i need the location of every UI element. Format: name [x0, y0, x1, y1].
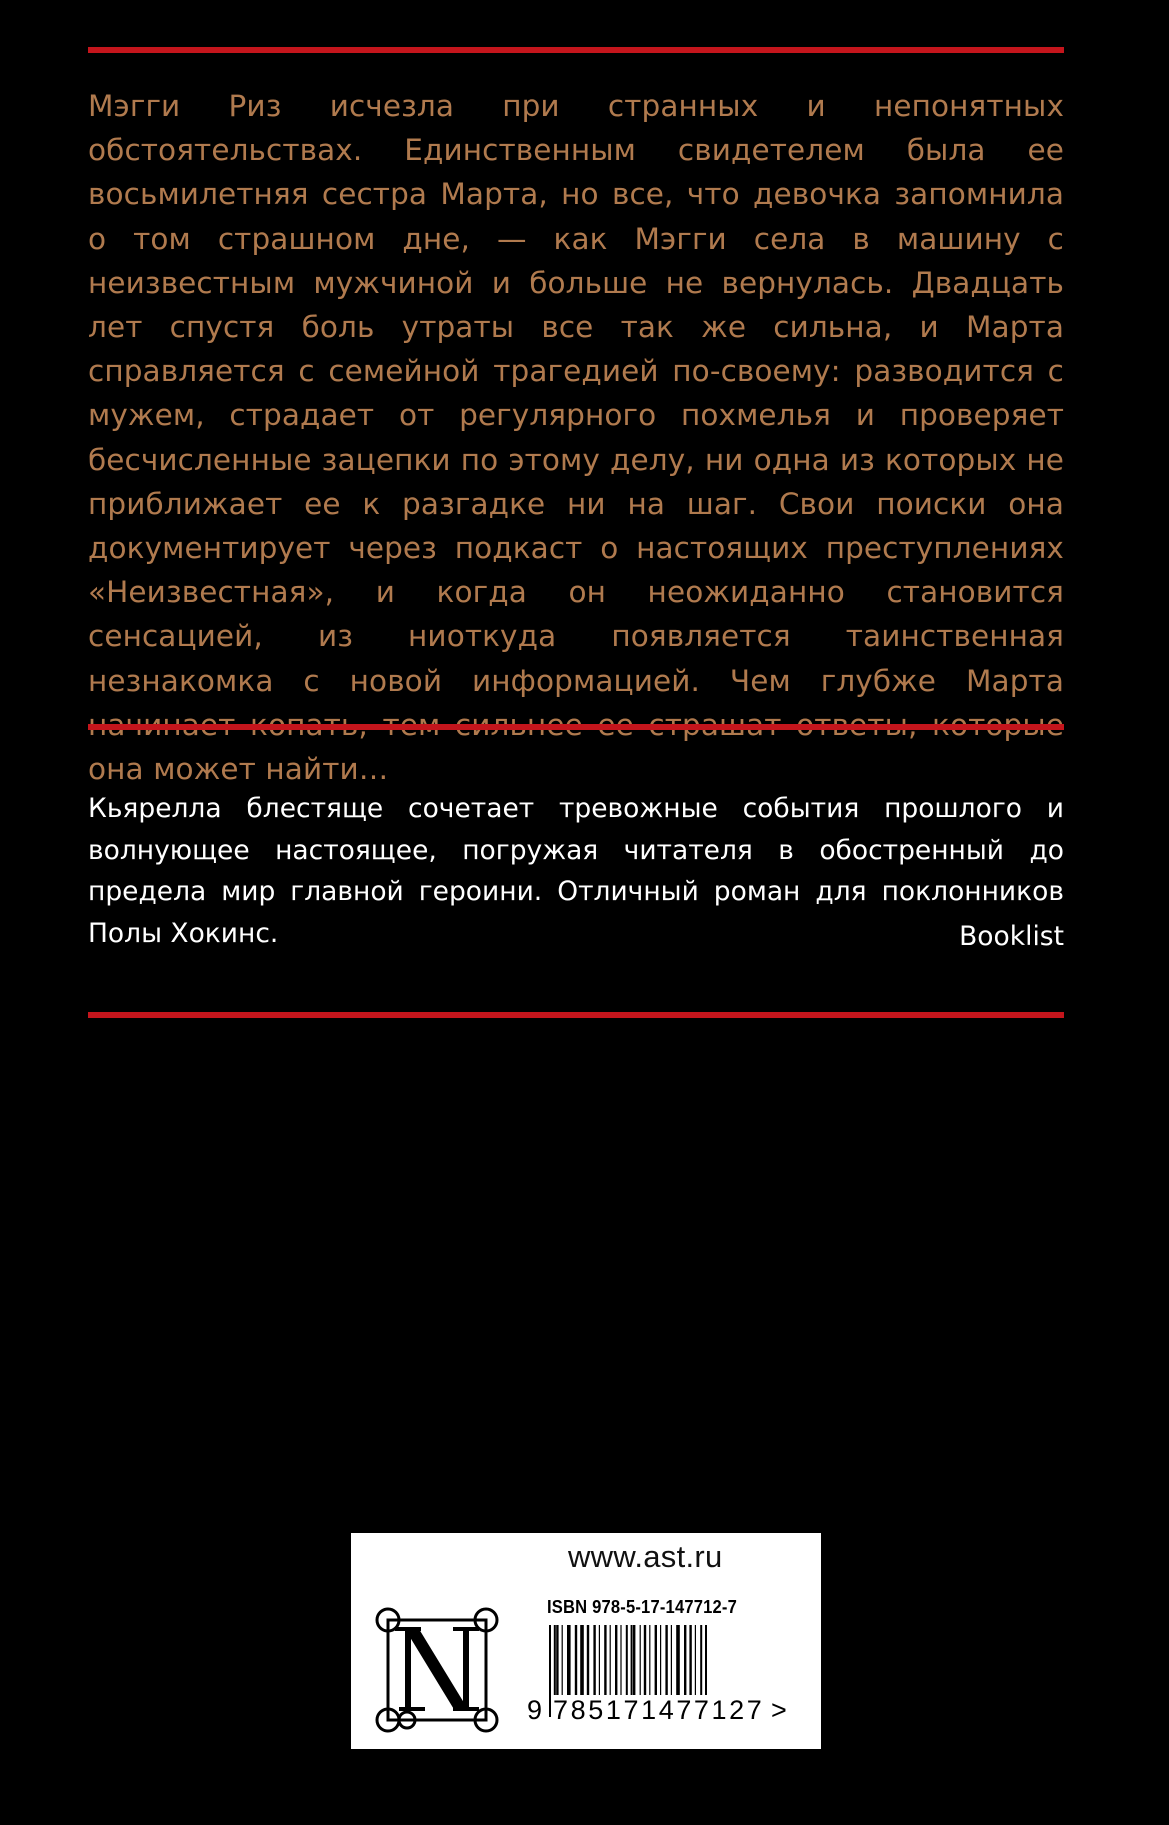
barcode-bar: [633, 1625, 635, 1699]
barcode-bar: [610, 1625, 611, 1699]
barcode-bar: [604, 1625, 606, 1699]
barcode-bar: [660, 1625, 661, 1699]
isbn-label: ISBN 978-5-17-147712-7: [547, 1597, 738, 1617]
review-quote: Кьярелла блестяще сочетает тревожные события прошлого и волнующее настоящее, погружая читателя в обостренный до предела мир главной героини. Отличный роман для поклонников Полы Хокинс.: [88, 793, 1064, 949]
barcode-bar: [593, 1625, 595, 1699]
barcode-bar: [695, 1625, 696, 1699]
barcode-bar: [671, 1625, 672, 1699]
top-divider: [88, 47, 1064, 53]
site-url[interactable]: www.ast.ru: [568, 1539, 723, 1574]
review-source: Booklist: [959, 921, 1064, 952]
barcode-bar: [689, 1625, 691, 1699]
barcode-bar: [556, 1625, 558, 1699]
bottom-divider: [88, 1012, 1064, 1018]
barcode-bar: [676, 1625, 680, 1699]
barcode-bar: [580, 1625, 584, 1699]
barcode-bar: [562, 1625, 563, 1699]
barcode-bar: [620, 1625, 621, 1699]
synopsis-text: Мэгги Риз исчезла при странных и непонятных обстоятельствах. Единственным свидетелем была ее восьмилетняя сестра Марта, но все, что девочка запомнила о том страшном дне, — как Мэгги села в машину с неизвестным мужчиной и больше не вернулась. Двадцать лет спустя боль утраты все так же сильна, и Марта справляется с семейной трагедией по-своему: разводится с мужем, страдает от регулярного похмелья и проверяет бесчисленные зацепки по этому делу, ни одна из которых не приближает ее к разгадке ни на шаг. Свои поиски она документирует через подкаст о настоящих преступлениях «Неизвестная», и когда он неожиданно становится сенсацией, из ниоткуда появляется таинственная незнакомка с новой информацией. Чем глубже Марта она может найти…: [88, 89, 1064, 787]
barcode-arrow: >: [771, 1695, 787, 1725]
barcode-bar: [587, 1625, 589, 1699]
barcode-digits: 785171477127: [551, 1695, 777, 1726]
barcode-bar: [644, 1625, 646, 1699]
barcode-first-digit: 9: [527, 1695, 543, 1725]
barcode-bar: [575, 1625, 577, 1699]
barcode-bar: [615, 1625, 617, 1699]
barcode-bar: [567, 1625, 571, 1699]
barcode-bar: [640, 1625, 641, 1699]
barcode-bar: [649, 1625, 650, 1699]
barcode-bar: [684, 1625, 686, 1699]
middle-divider: [88, 724, 1064, 730]
publisher-n-logo-icon: [375, 1607, 499, 1733]
barcode-bar: [599, 1625, 600, 1699]
barcode-bar: [655, 1625, 657, 1699]
barcode-panel: [351, 1533, 821, 1749]
barcode-bar: [665, 1625, 667, 1699]
